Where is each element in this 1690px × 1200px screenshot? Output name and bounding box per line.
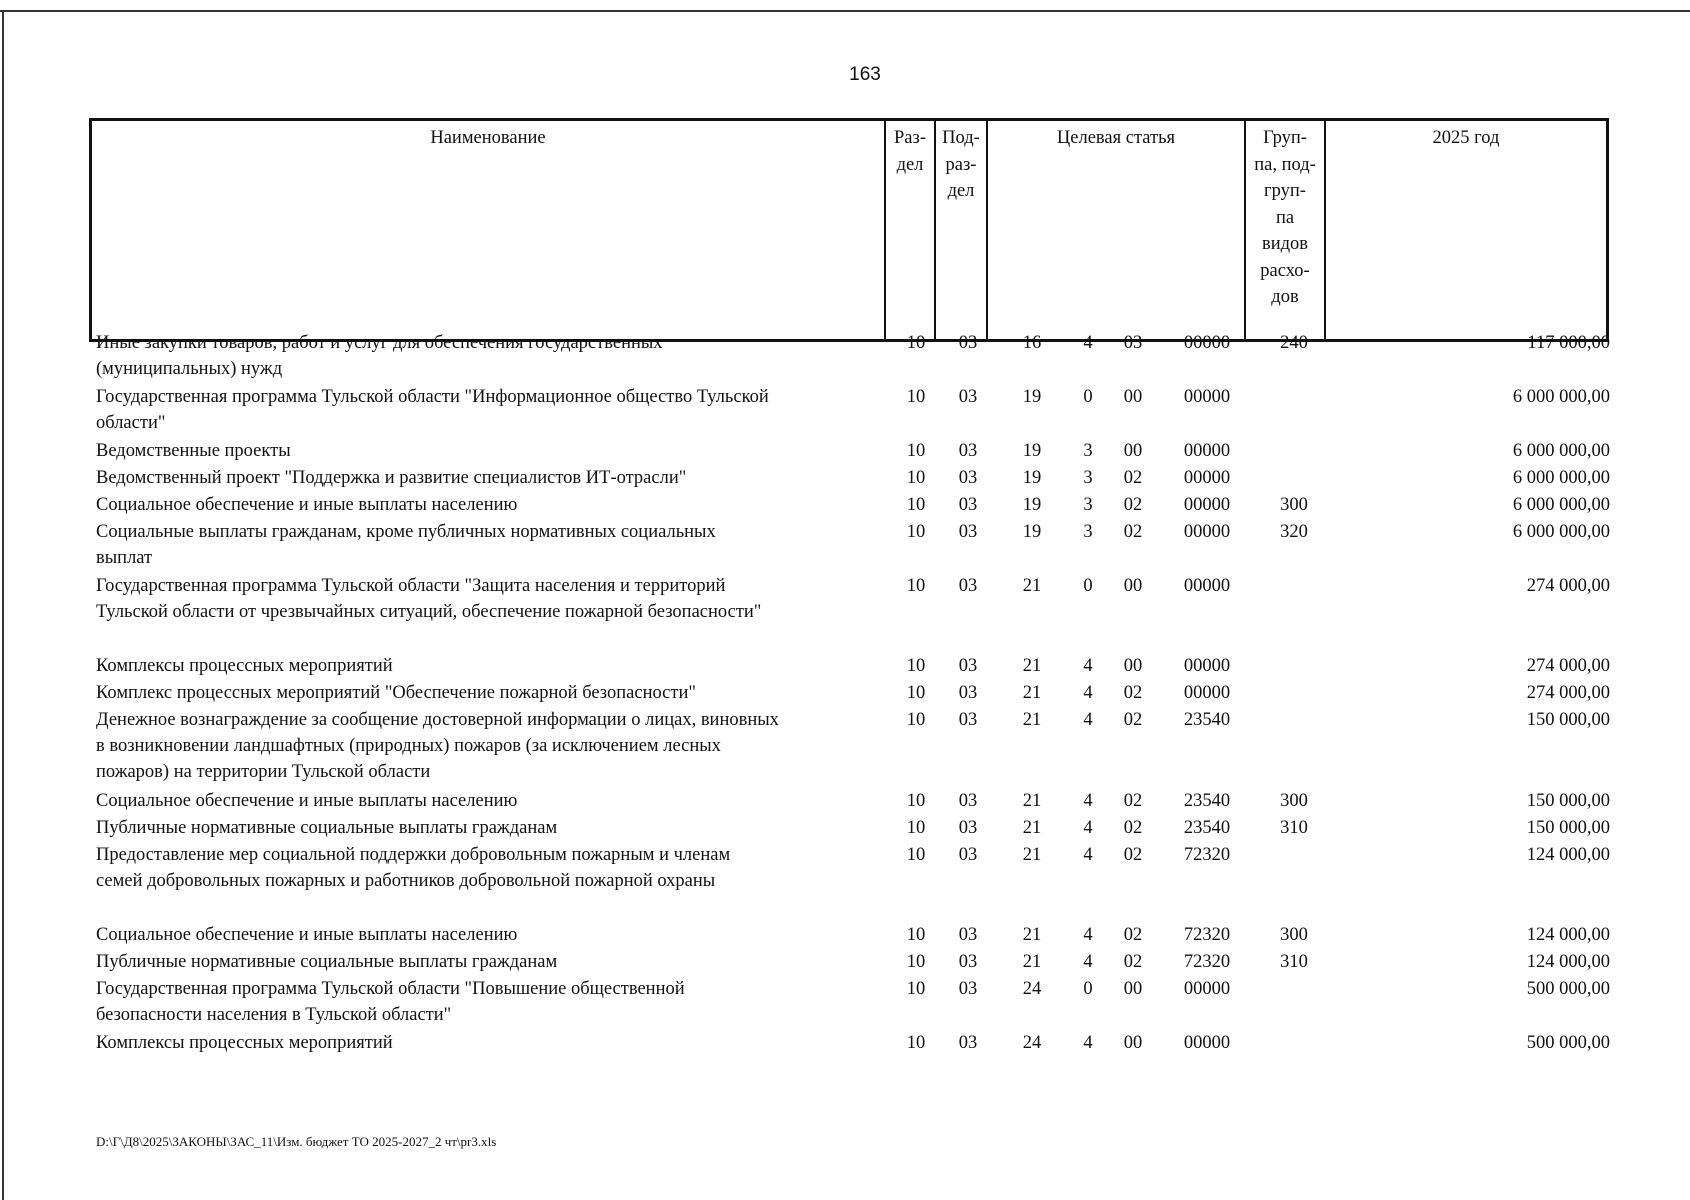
header-vid-line: расхо- [1260,260,1310,281]
row-razdel: 10 [906,683,926,703]
row-target-event: 02 [1123,710,1143,730]
row-name-line: Публичные нормативные социальные выплаты гражданам [96,952,558,972]
row-podrazdel: 03 [958,683,978,703]
row-razdel: 10 [906,791,926,811]
row-name-line: Комплексы процессных мероприятий [96,656,393,676]
row-name-line: Социальное обеспечение и иные выплаты населению [96,925,518,945]
row-target-direction: 23540 [1183,791,1231,811]
row-target-event: 00 [1123,1033,1143,1053]
row-expense-type: 300 [1280,495,1308,515]
header-vid-raskhodov [1246,125,1324,311]
row-target-program: 19 [1022,468,1042,488]
row-razdel: 10 [906,441,926,461]
page-frame-top [0,10,1690,12]
row-name-line: Предоставление мер социальной поддержки добровольным пожарным и членам [96,845,731,865]
footer-file-path: D:\Г\Д8\2025\ЗАКОНЫ\ЗАС_11\Изм. бюджет ТО 2025-2027_2 чт\pr3.xls [96,1134,497,1149]
row-name-line: Комплекс процессных мероприятий "Обеспечение пожарной безопасности" [96,683,696,703]
row-target-direction: 00000 [1183,576,1231,596]
row-razdel: 10 [906,710,926,730]
row-target-program: 21 [1022,576,1042,596]
row-target-type: 3 [1083,441,1093,461]
row-name [96,680,886,706]
header-vid-line: Груп- [1263,128,1307,148]
row-name-line: (муниципальных) нужд [96,359,283,379]
header-name: Наименование [430,128,546,148]
header-divider [986,121,988,339]
row-target-event: 02 [1123,522,1143,542]
row-target-program: 21 [1022,656,1042,676]
row-name [96,519,886,571]
row-target-direction: 23540 [1183,818,1231,838]
row-target-event: 03 [1123,333,1143,353]
row-amount: 150 000,00 [1526,818,1610,838]
row-razdel: 10 [906,818,926,838]
row-expense-type: 300 [1280,791,1308,811]
row-name-line: Ведомственный проект "Поддержка и развитие специалистов ИТ-отрасли" [96,468,687,488]
row-target-event: 02 [1123,952,1143,972]
row-target-direction: 72320 [1183,925,1231,945]
row-target-event: 00 [1123,979,1143,999]
header-vid-line: видов [1261,234,1309,254]
row-name [96,815,886,841]
row-name [96,922,886,948]
row-name-line: Иные закупки товаров, работ и услуг для обеспечения государственных [96,333,663,353]
row-name-line: в возникновении ландшафтных (природных) пожаров (за исключением лесных [96,736,721,756]
row-name [96,438,886,464]
row-target-program: 19 [1022,387,1042,407]
row-target-program: 21 [1022,845,1042,865]
page-number: 163 [849,64,881,85]
row-podrazdel: 03 [958,387,978,407]
row-podrazdel: 03 [958,656,978,676]
row-target-program: 24 [1022,979,1042,999]
row-target-event: 00 [1123,441,1143,461]
row-podrazdel: 03 [958,979,978,999]
row-name [96,492,886,518]
row-name-line: Денежное вознаграждение за сообщение достоверной информации о лицах, виновных [96,710,779,730]
row-target-direction: 00000 [1183,387,1231,407]
row-target-direction: 00000 [1183,656,1231,676]
row-name [96,976,886,1028]
page-frame-left [2,10,4,1200]
row-expense-type: 320 [1280,522,1308,542]
row-podrazdel: 03 [958,441,978,461]
row-name [96,949,886,975]
row-target-direction: 00000 [1183,683,1231,703]
row-target-program: 19 [1022,522,1042,542]
row-target-type: 4 [1083,952,1093,972]
row-target-program: 21 [1022,818,1042,838]
row-target-direction: 00000 [1183,1033,1231,1053]
row-name-line: выплат [96,548,153,568]
header-vid-line: дов [1271,287,1299,307]
row-target-event: 02 [1123,845,1143,865]
header-podrazdel-line: Под- [942,128,980,148]
row-target-program: 21 [1022,683,1042,703]
row-amount: 6 000 000,00 [1512,522,1610,542]
row-podrazdel: 03 [958,925,978,945]
row-podrazdel: 03 [958,495,978,515]
row-target-program: 24 [1022,1033,1042,1053]
row-expense-type: 310 [1280,952,1308,972]
row-target-type: 4 [1083,925,1093,945]
row-name [96,465,886,491]
row-amount: 124 000,00 [1526,845,1610,865]
header-vid-line: па, под- [1254,154,1316,175]
row-razdel: 10 [906,845,926,865]
row-expense-type: 300 [1280,925,1308,945]
row-target-type: 4 [1083,818,1093,838]
row-name-line: Социальное обеспечение и иные выплаты населению [96,495,518,515]
row-name [96,842,886,894]
row-razdel: 10 [906,952,926,972]
row-target-type: 0 [1083,387,1093,407]
row-target-direction: 00000 [1183,522,1231,542]
row-podrazdel: 03 [958,1033,978,1053]
table-header [89,118,1609,342]
row-amount: 274 000,00 [1526,683,1610,703]
row-target-type: 4 [1083,845,1093,865]
row-target-program: 21 [1022,710,1042,730]
row-target-program: 19 [1022,495,1042,515]
row-target-direction: 00000 [1183,441,1231,461]
row-target-program: 21 [1022,791,1042,811]
row-razdel: 10 [906,979,926,999]
row-name-line: Государственная программа Тульской области "Повышение общественной [96,979,685,999]
row-razdel: 10 [906,333,926,353]
row-name-line: Государственная программа Тульской области "Информационное общество Тульской [96,387,769,407]
row-name [96,330,886,382]
row-amount: 124 000,00 [1526,925,1610,945]
row-name [96,788,886,814]
row-target-event: 02 [1123,818,1143,838]
row-podrazdel: 03 [958,952,978,972]
row-name-line: Публичные нормативные социальные выплаты гражданам [96,818,558,838]
row-target-event: 02 [1123,791,1143,811]
row-target-direction: 00000 [1183,979,1231,999]
header-divider [1324,121,1326,339]
row-amount: 150 000,00 [1526,710,1610,730]
row-target-event: 00 [1123,656,1143,676]
row-target-direction: 72320 [1183,952,1231,972]
row-name-line: Комплексы процессных мероприятий [96,1033,393,1053]
row-target-event: 00 [1123,387,1143,407]
row-target-type: 4 [1083,656,1093,676]
header-podrazdel [936,125,986,205]
header-vid-line: груп- [1264,181,1306,201]
row-razdel: 10 [906,522,926,542]
row-target-event: 00 [1123,576,1143,596]
row-amount: 6 000 000,00 [1512,468,1610,488]
row-name [96,707,886,785]
row-amount: 6 000 000,00 [1512,387,1610,407]
header-vid-line: па [1275,207,1295,228]
row-target-type: 3 [1083,495,1093,515]
row-podrazdel: 03 [958,845,978,865]
row-target-direction: 72320 [1183,845,1231,865]
header-razdel [886,125,934,178]
row-razdel: 10 [906,1033,926,1053]
row-target-direction: 00000 [1183,333,1231,353]
row-target-type: 4 [1083,1033,1093,1053]
row-target-program: 21 [1022,925,1042,945]
row-target-event: 02 [1123,495,1143,515]
row-target-event: 02 [1123,683,1143,703]
row-amount: 150 000,00 [1526,791,1610,811]
row-target-type: 0 [1083,576,1093,596]
header-podrazdel-line: раз- [945,154,977,175]
row-amount: 500 000,00 [1526,979,1610,999]
row-target-event: 02 [1123,925,1143,945]
row-name [96,1030,886,1056]
row-name-line: Социальное обеспечение и иные выплаты населению [96,791,518,811]
row-target-program: 19 [1022,441,1042,461]
row-target-direction: 00000 [1183,495,1231,515]
row-target-type: 4 [1083,791,1093,811]
row-name-line: пожаров) на территории Тульской области [96,762,431,782]
row-razdel: 10 [906,576,926,596]
row-expense-type: 310 [1280,818,1308,838]
row-podrazdel: 03 [958,576,978,596]
row-name-line: Ведомственные проекты [96,441,291,461]
row-podrazdel: 03 [958,468,978,488]
row-amount: 6 000 000,00 [1512,495,1610,515]
row-name-line: области" [96,413,166,433]
row-amount: 274 000,00 [1526,576,1610,596]
header-tselevaya-statya: Целевая статья [1056,128,1176,148]
row-target-program: 16 [1022,333,1042,353]
row-name [96,384,886,436]
row-podrazdel: 03 [958,791,978,811]
row-name-line: Социальные выплаты гражданам, кроме публичных нормативных социальных [96,522,716,542]
header-year: 2025 год [1432,128,1500,148]
row-amount: 6 000 000,00 [1512,441,1610,461]
row-target-direction: 00000 [1183,468,1231,488]
row-target-type: 4 [1083,333,1093,353]
row-name-line: Государственная программа Тульской области "Защита населения и территорий [96,576,726,596]
row-name [96,573,886,625]
row-target-type: 4 [1083,683,1093,703]
row-podrazdel: 03 [958,818,978,838]
header-razdel-line: Раз- [894,128,926,148]
header-podrazdel-line: дел [947,181,975,201]
row-razdel: 10 [906,656,926,676]
row-name-line: безопасности населения в Тульской области" [96,1005,452,1025]
row-target-type: 4 [1083,710,1093,730]
row-target-type: 3 [1083,468,1093,488]
row-name [96,653,886,679]
row-amount: 500 000,00 [1526,1033,1610,1053]
row-expense-type: 240 [1280,333,1308,353]
row-razdel: 10 [906,925,926,945]
row-target-program: 21 [1022,952,1042,972]
row-podrazdel: 03 [958,522,978,542]
row-razdel: 10 [906,387,926,407]
row-target-event: 02 [1123,468,1143,488]
row-amount: 274 000,00 [1526,656,1610,676]
row-target-type: 3 [1083,522,1093,542]
row-razdel: 10 [906,495,926,515]
row-target-direction: 23540 [1183,710,1231,730]
row-name-line: Тульской области от чрезвычайных ситуаций, обеспечение пожарной безопасности" [96,602,762,622]
header-razdel-line: дел [896,154,924,175]
row-podrazdel: 03 [958,710,978,730]
row-target-type: 0 [1083,979,1093,999]
row-podrazdel: 03 [958,333,978,353]
row-amount: 124 000,00 [1526,952,1610,972]
row-razdel: 10 [906,468,926,488]
row-amount: 117 000,00 [1527,333,1610,353]
row-name-line: семей добровольных пожарных и работников добровольной пожарной охраны [96,871,716,891]
